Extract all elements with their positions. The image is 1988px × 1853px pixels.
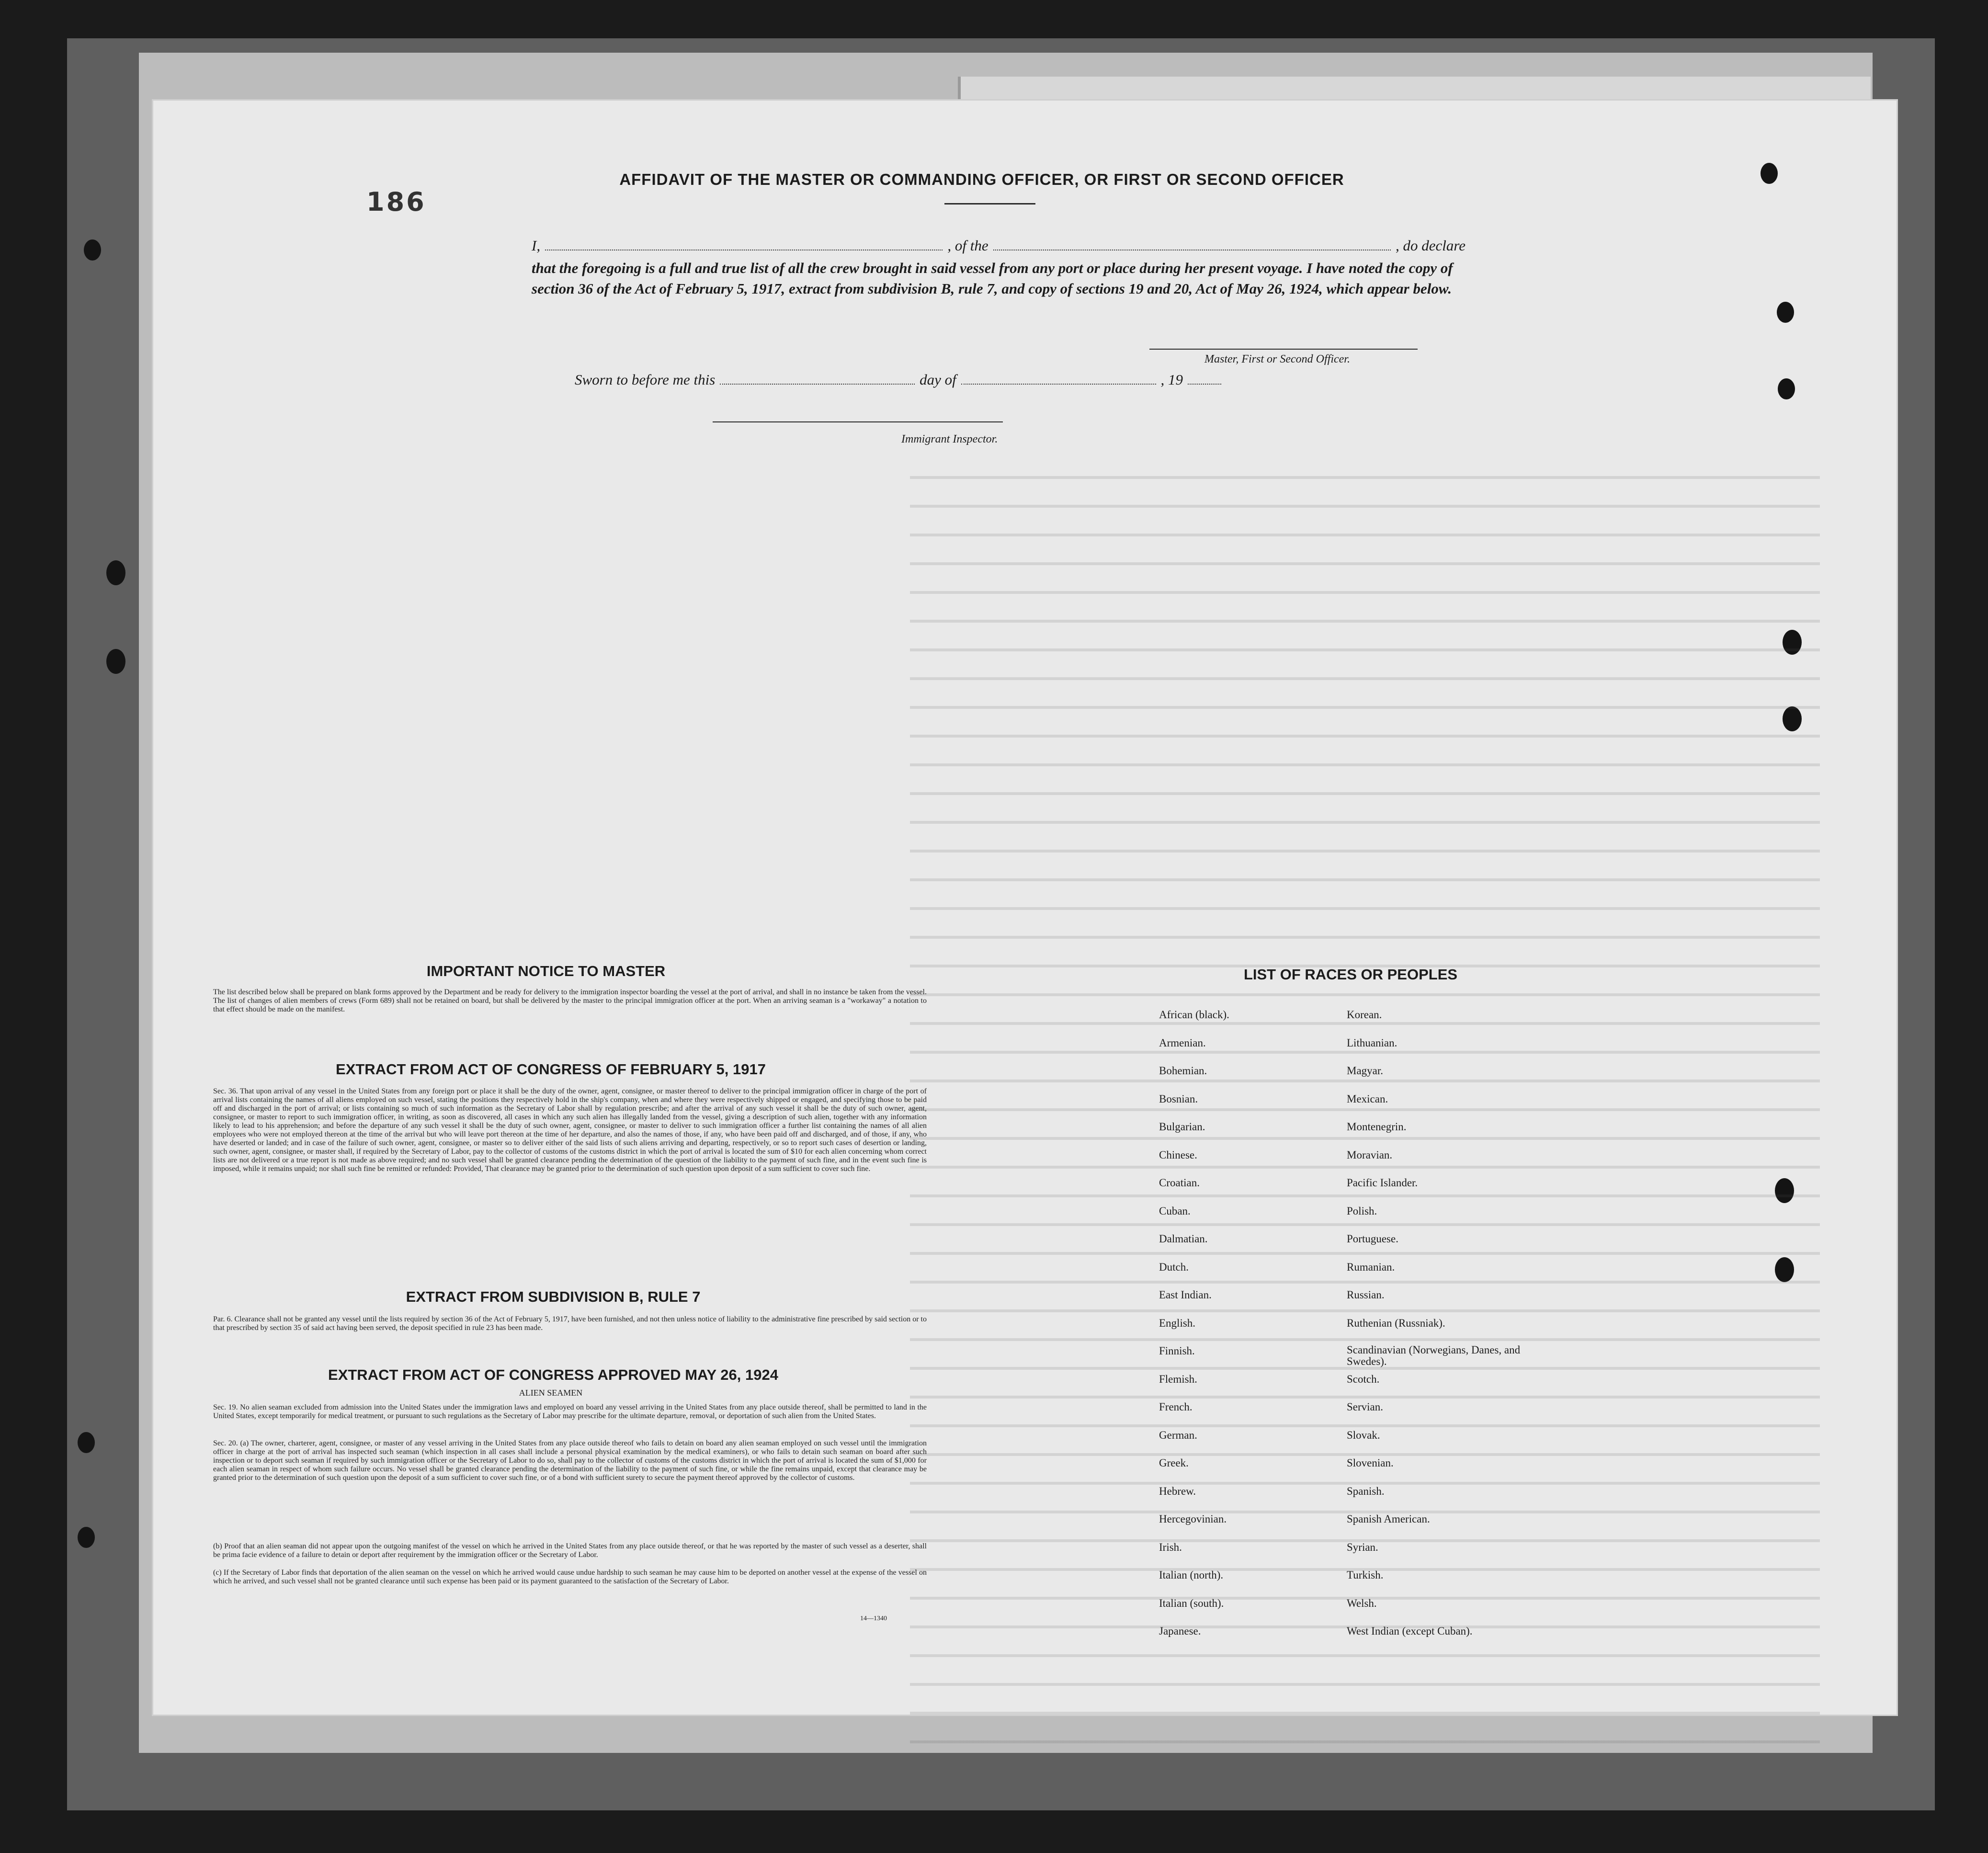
race-item: Bohemian.: [1159, 1065, 1207, 1077]
race-item: Dutch.: [1159, 1261, 1189, 1273]
race-item: African (black).: [1159, 1009, 1229, 1021]
race-item: Croatian.: [1159, 1177, 1200, 1189]
race-item: Hercegovinian.: [1159, 1513, 1227, 1525]
declaration-start: I,: [532, 237, 541, 254]
races-title: LIST OF RACES OR PEOPLES: [1243, 966, 1458, 983]
sworn-year: , 19: [1160, 371, 1183, 388]
punch-hole: [1777, 302, 1794, 323]
rule-7-text: Par. 6. Clearance shall not be granted any vessel until the lists required by section 36 of the Act of February 5, 1917, have been furnished, and not then unless notice of liability to the administrative fine prescribed by said section or to that prescribed by section 35 of said act having been served, the deposit specified in rule 23 has been made.: [213, 1315, 927, 1332]
declaration-end: , do declare: [1395, 237, 1466, 254]
punch-hole: [78, 1527, 95, 1548]
race-item: Korean.: [1347, 1009, 1382, 1021]
race-item: Dalmatian.: [1159, 1233, 1208, 1245]
race-item: Italian (south).: [1159, 1597, 1224, 1609]
race-item: Greek.: [1159, 1457, 1189, 1469]
race-item: Welsh.: [1347, 1597, 1377, 1609]
rule-7-title: EXTRACT FROM SUBDIVISION B, RULE 7: [406, 1288, 701, 1305]
race-item: French.: [1159, 1401, 1193, 1413]
act-1917-title: EXTRACT FROM ACT OF CONGRESS OF FEBRUARY 5, 1917: [336, 1061, 766, 1078]
race-item: Armenian.: [1159, 1036, 1206, 1049]
year-blank[interactable]: [1188, 373, 1221, 385]
sworn-line: [575, 371, 1226, 388]
race-item: Servian.: [1347, 1401, 1384, 1413]
sworn-day-of: day of: [920, 371, 956, 388]
race-item: West Indian (except Cuban).: [1347, 1625, 1473, 1637]
race-item: Portuguese.: [1347, 1233, 1398, 1245]
inspector-signature-line[interactable]: [713, 421, 1003, 422]
race-item: Italian (north).: [1159, 1569, 1224, 1581]
section-19-text: Sec. 19. No alien seaman excluded from admission into the United States under the immigration laws and employed on board any vessel arriving in the United States from any place outside thereof, shall be permitted to land in the United States, except temporarily for medical treatment, or pursuant to such regulations as the Secretary of Labor may prescribe for the ultimate departure, removal, or deportation of such alien from the United States.: [213, 1403, 927, 1420]
race-item: Moravian.: [1347, 1148, 1393, 1161]
race-item: Flemish.: [1159, 1373, 1197, 1385]
race-item: Ruthenian (Russniak).: [1347, 1317, 1445, 1329]
affidavit-body: that the foregoing is a full and true list of all the crew brought in said vessel from any port or place during her present voyage. I have noted the copy of section 36 of the Act of February 5, 1917, extract from subdivision B, rule 7, and copy of sections 19 and 20, Act of May 26, 1924, which appear below.: [532, 260, 1453, 297]
race-item: Japanese.: [1159, 1625, 1201, 1637]
punch-hole: [1761, 163, 1778, 184]
race-item: Mexican.: [1347, 1092, 1388, 1105]
form-code: 14—1340: [860, 1615, 887, 1622]
section-20b-text: (b) Proof that an alien seaman did not appear upon the outgoing manifest of the vessel on which he arrived in the United States from any place outside thereof, or that he was reported by the master of such vessel as a deserter, shall be prima facie evidence of a failure to detain or deport after requirement by the immigration officer or the Secretary of Labor.: [213, 1542, 927, 1559]
declaration-middle: , of the: [947, 237, 988, 254]
act-1924-title: EXTRACT FROM ACT OF CONGRESS APPROVED MAY 26, 1924: [328, 1366, 778, 1383]
title-rule: [944, 203, 1035, 205]
affidavit-declaration-line: [532, 237, 1465, 254]
race-item: Syrian.: [1347, 1541, 1378, 1553]
vessel-blank[interactable]: [993, 239, 1391, 250]
race-item: Turkish.: [1347, 1569, 1384, 1581]
month-blank[interactable]: [961, 373, 1156, 385]
race-item: Irish.: [1159, 1541, 1182, 1553]
race-item: Russian.: [1347, 1289, 1385, 1301]
race-item: Lithuanian.: [1347, 1036, 1397, 1049]
race-item: Spanish.: [1347, 1485, 1385, 1497]
race-item: Montenegrin.: [1347, 1121, 1407, 1133]
race-item: Slovak.: [1347, 1429, 1380, 1441]
signature-caption: Master, First or Second Officer.: [1204, 353, 1350, 365]
race-item: Slovenian.: [1347, 1457, 1394, 1469]
alien-seamen-subtitle: ALIEN SEAMEN: [519, 1388, 583, 1398]
race-item: Hebrew.: [1159, 1485, 1196, 1497]
inspector-caption: Immigrant Inspector.: [901, 433, 998, 445]
punch-hole: [1778, 378, 1795, 399]
section-20c-text: (c) If the Secretary of Labor finds that deportation of the alien seaman on the vessel on which he arrived would cause undue hardship to such seaman he may cause him to be deported on another vessel at the expense of the vessel on which he arrived, and such vessel shall not be granted clearance until such expense has been paid or its payment guaranteed to the satisfaction of the Secretary of Labor.: [213, 1569, 927, 1585]
race-item: Scandinavian (Norwegians, Danes, and Swedes).: [1347, 1344, 1521, 1367]
race-item: English.: [1159, 1317, 1196, 1329]
signature-line[interactable]: [1149, 349, 1418, 350]
punch-hole: [84, 239, 101, 261]
race-item: Bulgarian.: [1159, 1121, 1205, 1133]
race-item: Cuban.: [1159, 1205, 1191, 1217]
page-number: 186: [366, 187, 426, 217]
day-blank[interactable]: [720, 373, 915, 385]
race-item: German.: [1159, 1429, 1197, 1441]
race-item: Rumanian.: [1347, 1261, 1395, 1273]
affidavit-title: AFFIDAVIT OF THE MASTER OR COMMANDING OFFICER, OR FIRST OR SECOND OFFICER: [619, 171, 1344, 188]
race-item: Magyar.: [1347, 1065, 1384, 1077]
race-item: Spanish American.: [1347, 1513, 1430, 1525]
act-1917-text: Sec. 36. That upon arrival of any vessel in the United States from any foreign port or place it shall be the duty of the owner, agent, consignee, or master thereof to deliver to the principal immigration officer in charge of the port of arrival lists containing the names of all aliens employed on such vessel, stating the positions they respectively hold in the ship's company, when and where they were respectively shipped or engaged, and specifying those to be paid off and discharged in the port of arrival; or lists containing so much of such information as the Secretary of Labor shall by regulation prescribe; and after the arrival of any such vessel it shall be the duty of such owner, agent, consignee, or master to report to such immigration officer, in writing, as soon as discovered, all cases in which any such alien has illegally landed from the vessel, giving a description of such alien, together with any information likely to lead to his apprehension; and before the departure of any such vessel it shall be the duty of such owner, agent, consignee, or master to deliver to such immigration officer a further list containing the names of all alien employees who were not employed thereon at the time of the arrival but who will leave port thereon at the time of her departure, and also the names of those, if any, who have been paid off and discharged, and of those, if any, who have deserted or landed; and in case of the failure of such owner, agent, consignee, or master so to deliver either of the said lists of such aliens arriving and departing, respectively, or so to report such cases of desertion or landing, such owner, agent, consignee, or master shall, if required by the Secretary of Labor, pay to the collector of customs of the customs district in which the port of arrival is located the sum of $10 for each alien concerning whom correct lists are not delivered or a true report is not made as above required; and no such vessel shall be granted clearance pending the determination of the question of the liability to the payment of such fine, and in the event such fine is imposed, while it remains unpaid; nor shall such fine be remitted or refunded: Provided, That clearance may be granted prior to the determination of such question upon deposit of a sum sufficient to cover such fine.: [213, 1087, 927, 1173]
race-item: Polish.: [1347, 1205, 1377, 1217]
race-item: Bosnian.: [1159, 1092, 1198, 1105]
section-20a-text: Sec. 20. (a) The owner, charterer, agent, consignee, or master of any vessel arriving in the United States from any place outside thereof who fails to detain on board any alien seaman employed on such vessel until the immigration officer in charge at the port of arrival has inspected such seaman (which inspection in all cases shall include a personal physical examination by the medical examiners), or who fails to detain such seaman on board after such inspection or to deport such seaman if required by such immigration officer or the Secretary of Labor to do so, shall pay to the collector of customs of the customs district in which the port of arrival is located the sum of $1,000 for each alien seaman in respect of whom such failure occurs. No vessel shall be granted clearance pending the determination of the liability to the payment of such fine, or while the fine remains unpaid, except that clearance may be granted prior to the determination of such question upon the deposit of a sum sufficient to cover such fine, or of a bond with sufficient surety to secure the payment thereof approved by the collector of customs.: [213, 1439, 927, 1482]
races-column-2: [1347, 1008, 1548, 1653]
punch-hole: [106, 649, 125, 674]
race-item: Pacific Islander.: [1347, 1177, 1418, 1189]
master-notice-text: The list described below shall be prepared on blank forms approved by the Department and be ready for delivery to the immigration inspector boarding the vessel at the port of arrival, and shall in no instance be taken from the vessel. The list of changes of alien members of crews (Form 689) shall not be retained on board, but shall be delivered by the master to the principal immigration officer at the port. When an arriving seaman is a "workaway" a notation to that effect should be made on the manifest.: [213, 988, 927, 1013]
race-item: Finnish.: [1159, 1345, 1195, 1357]
punch-hole: [106, 560, 125, 585]
name-blank[interactable]: [545, 239, 943, 250]
races-column-1: [1159, 1008, 1331, 1653]
race-item: Chinese.: [1159, 1148, 1197, 1161]
race-item: Scotch.: [1347, 1373, 1380, 1385]
master-notice-title: IMPORTANT NOTICE TO MASTER: [426, 963, 666, 979]
sworn-prefix: Sworn to before me this: [575, 371, 716, 388]
race-item: East Indian.: [1159, 1289, 1212, 1301]
punch-hole: [78, 1432, 95, 1453]
